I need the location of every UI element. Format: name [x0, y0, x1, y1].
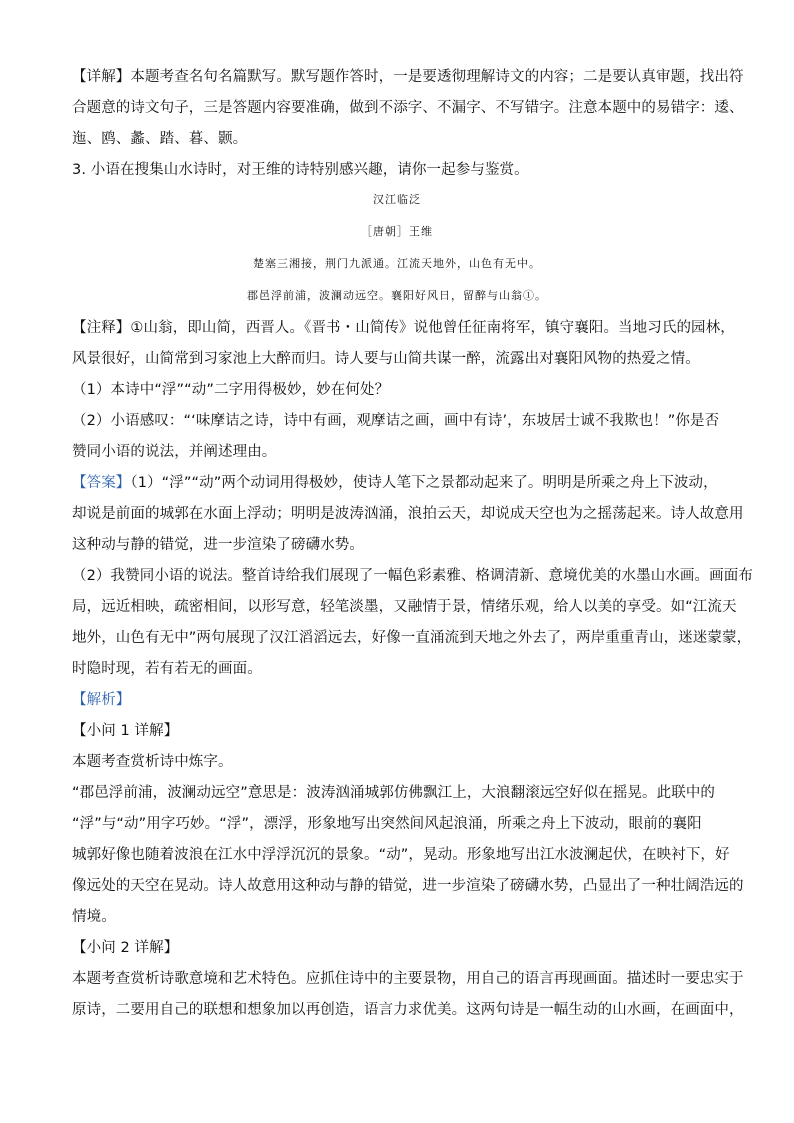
paragraph-line: 【详解】本题考查名句名篇默写。默写题作答时，一是要透彻理解诗文的内容；二是要认真审题，找出符	[72, 69, 744, 85]
analysis-line: 原诗，二要用自己的联想和想象加以再创造，语言力求优美。这两句诗是一幅生动的山水画，在画面中，	[72, 1002, 744, 1018]
answer-line: 这种动与静的错觉，进一步渲染了磅礴水势。	[72, 537, 364, 553]
answer-line: 时隐时现，若有若无的画面。	[72, 661, 262, 677]
poem-line-1: 楚塞三湘接，荆门九派通。江流天地外，山色有无中。	[253, 257, 541, 270]
sub-question-1: （1）本诗中“浮”“动”二字用得极妙，妙在何处？	[72, 382, 390, 398]
analysis-line: 本题考查赏析诗中炼字。	[72, 754, 233, 770]
annotation-line: 风景很好，山简常到习家池上大醉而归。诗人要与山简共谋一醉，流露出对襄阳风物的热爱之情。	[72, 351, 700, 367]
answer-line: 地外，山色有无中”两句展现了汉江滔滔远去，好像一直涌流到天地之外去了，两岸重重青山，迷迷蒙蒙，	[72, 630, 752, 646]
sub-question-2-cont: 赞同小语的说法，并阐述理由。	[72, 444, 277, 460]
answer-line	[72, 468, 722, 498]
answer-text: （1）“浮”“动”两个动词用得极妙，使诗人笔下之景都动起来了。明明是所乘之舟上下波动，	[130, 475, 718, 491]
answer-line: 却说是前面的城郭在水面上浮动；明明是波涛汹涌，浪拍云天，却说成天空也为之摇荡起来。诗人故意用	[72, 506, 744, 522]
sub-heading-1: 【小问 1 详解】	[72, 723, 179, 739]
annotation-line: 【注释】①山翁，即山简，西晋人。《晋书・山简传》说他曾任征南将军，镇守襄阳。当地习氏的园林，	[72, 320, 735, 336]
analysis-line: 情境。	[72, 909, 116, 925]
poem-line-2: 郡邑浮前浦，波澜动远空。襄阳好风日，留醉与山翁①。	[247, 289, 547, 302]
paragraph-line: 迤、鸥、蠡、踏、暮、颢。	[72, 131, 248, 147]
poem-title: 汉江临泛	[373, 193, 421, 206]
analysis-line: 城郭好像也随着波浪在江水中浮浮沉沉的景象。“动”，晃动。形象地写出江水波澜起伏，在映衬下，好	[72, 847, 730, 863]
sub-question-2: （2）小语感叹：“‘味摩诘之诗，诗中有画，观摩诘之画，画中有诗’，东坡居士诚不我欺也！”你是否	[72, 413, 720, 429]
question-3: 3. 小语在搜集山水诗时，对王维的诗特别感兴趣，请你一起参与鉴赏。	[72, 162, 529, 178]
sub-heading-2: 【小问 2 详解】	[72, 940, 179, 956]
analysis-line: 本题考查赏析诗歌意境和艺术特色。应抓住诗中的主要景物，用自己的语言再现画面。描述时一要忠实于	[72, 971, 744, 987]
answer-line: （2）我赞同小语的说法。整首诗给我们展现了一幅色彩素雅、格调清新、意境优美的水墨山水画。画面布	[72, 568, 753, 584]
answer-line: 局，远近相映，疏密相间，以形写意，轻笔淡墨，又融情于景，情绪乐观，给人以美的享受。如“江流天	[72, 599, 737, 615]
poem-author: ［唐朝］王维	[361, 225, 433, 238]
analysis-label: 【解析】	[72, 692, 131, 708]
analysis-line: “浮”与“动”用字巧妙。“浮”，漂浮，形象地写出突然间风起浪涌，所乘之舟上下波动，眼前的襄阳	[72, 816, 702, 832]
paragraph-line: 合题意的诗文句子，三是答题内容要准确，做到不添字、不漏字、不写错字。注意本题中的易错字：逶、	[72, 100, 744, 116]
analysis-line: “郡邑浮前浦，波澜动远空”意思是：波涛汹涌城郭仿佛飘江上，大浪翻滚远空好似在摇晃。此联中的	[72, 785, 716, 801]
analysis-line: 像远处的天空在晃动。诗人故意用这种动与静的错觉，进一步渲染了磅礴水势，凸显出了一种壮阔浩远的	[72, 878, 744, 894]
answer-label: 【答案】	[72, 475, 131, 491]
